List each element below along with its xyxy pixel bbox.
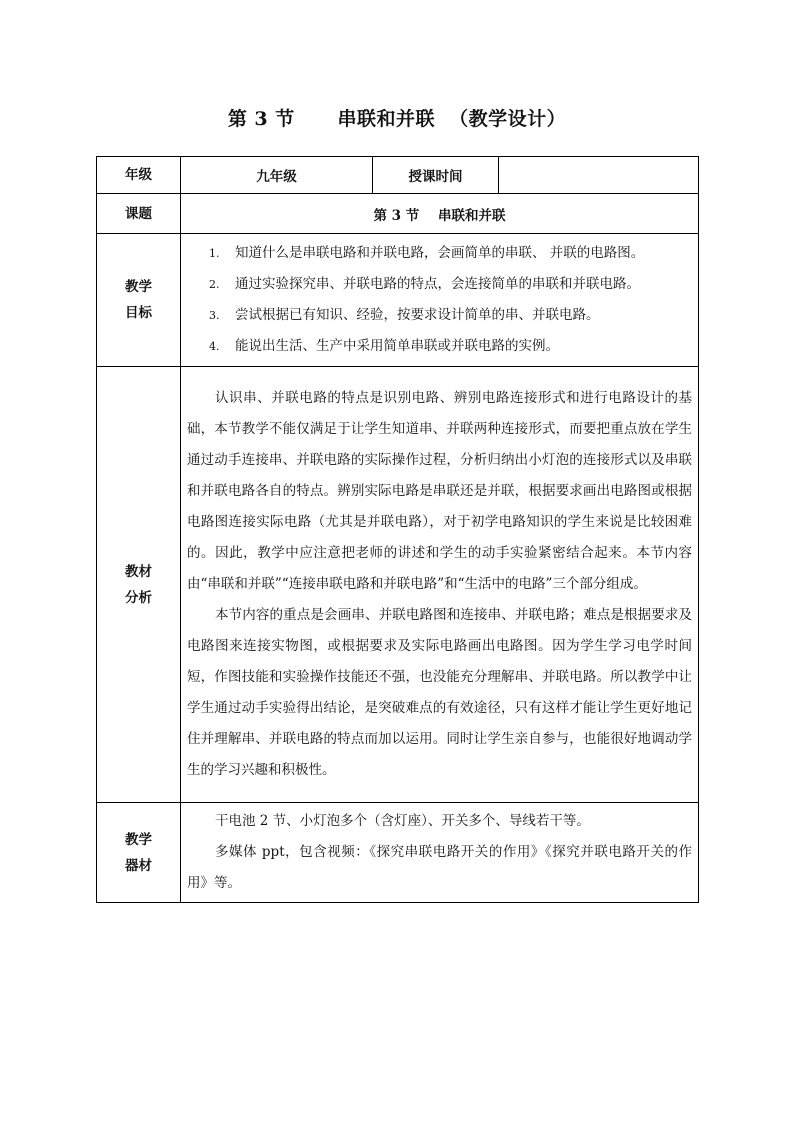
objectives-content [181,234,699,367]
objectives-label-line1: 教学 [125,279,152,295]
time-label: 授课时间 [373,157,499,194]
topic-label: 课题 [97,194,181,234]
objective-item [209,238,694,269]
analysis-label [97,367,181,803]
materials-label-line2: 器材 [125,857,152,874]
objective-item [209,269,694,300]
materials-content [181,803,699,903]
objective-number: 3. [209,309,220,322]
objective-number: 2. [209,278,220,291]
header-row [97,157,699,194]
objective-text: 尝试根据已有知识、经验，按要求设计简单的串、并联电路。 [235,307,600,323]
topic-value: 第 3 节 串联和并联 [181,194,699,234]
objective-text: 能说出生活、生产中采用简单串联或并联电路的实例。 [235,338,559,354]
time-value [499,157,699,194]
analysis-label-line1: 教材 [125,563,152,580]
analysis-content [181,367,699,803]
objective-number: 1. [209,247,220,260]
materials-label-line1: 教学 [125,831,152,848]
analysis-label-line2: 分析 [125,589,152,606]
objective-text: 知道什么是串联电路和并联电路，会画简单的串联、 并联的电路图。 [235,245,645,261]
analysis-paragraph: 本节内容的重点是会画串、并联电路图和连接串、并联电路；难点是根据要求及电路图来连接实物图，或根据要求及实际电路画出电路图。因为学生学习电学时间短，作图技能和实验操作技能还不强，也没能充分理解串、并联电路。所以教学中让学生通过动手实验得出结论，是突破难点的有效途径，只有这样才能让学生更好地记住并理解串、并联电路的特点而加以运用。同时让学生亲自参与，也能很好地调动学生的学习兴趣和积极性。 [187,606,692,778]
objective-item [209,300,694,331]
objective-text: 通过实验探究串、并联电路的特点，会连接简单的串联和并联电路。 [235,276,640,292]
objectives-label-line2: 目标 [125,305,152,321]
analysis-paragraph: 认识串、并联电路的特点是识别电路、辨别电路连接形式和进行电路设计的基础，本节教学不能仅满足于让学生知道串、并联两种连接形式，而要把重点放在学生通过动手连接串、并联电路的实际操作过程，分析归纳出小灯泡的连接形式以及串联和并联电路各自的特点。辨别实际电路是串联还是并联，根据要求画出电路图或根据电路图连接实际电路（尤其是并联电路），对于初学电路知识的学生来说是比较困难的。因此，教学中应注意把老师的讲述和学生的动手实验紧密结合起来。本节内容由“串联和并联”“连接串联电路和并联电路”和“生活中的电路”三个部分组成。 [187,389,692,592]
topic-row [97,194,699,234]
objective-number: 4. [209,340,220,353]
page-title: 第 3 节 串联和并联 （教学设计） [227,108,567,130]
materials-row [97,803,699,903]
materials-paragraph: 干电池 2 节、小灯泡多个（含灯座）、开关多个、导线若干等。 [215,813,590,829]
materials-paragraph: 多媒体 ppt，包含视频：《探究串联电路开关的作用》《探究并联电路开关的作用》等。 [187,844,692,891]
materials-label [97,803,181,903]
objectives-row [97,234,699,367]
objectives-label [97,234,181,367]
lesson-plan-table [96,156,699,903]
grade-label: 年级 [97,157,181,194]
grade-value: 九年级 [181,157,373,194]
analysis-row [97,367,699,803]
objectives-list [181,234,698,366]
objective-item [209,331,694,362]
